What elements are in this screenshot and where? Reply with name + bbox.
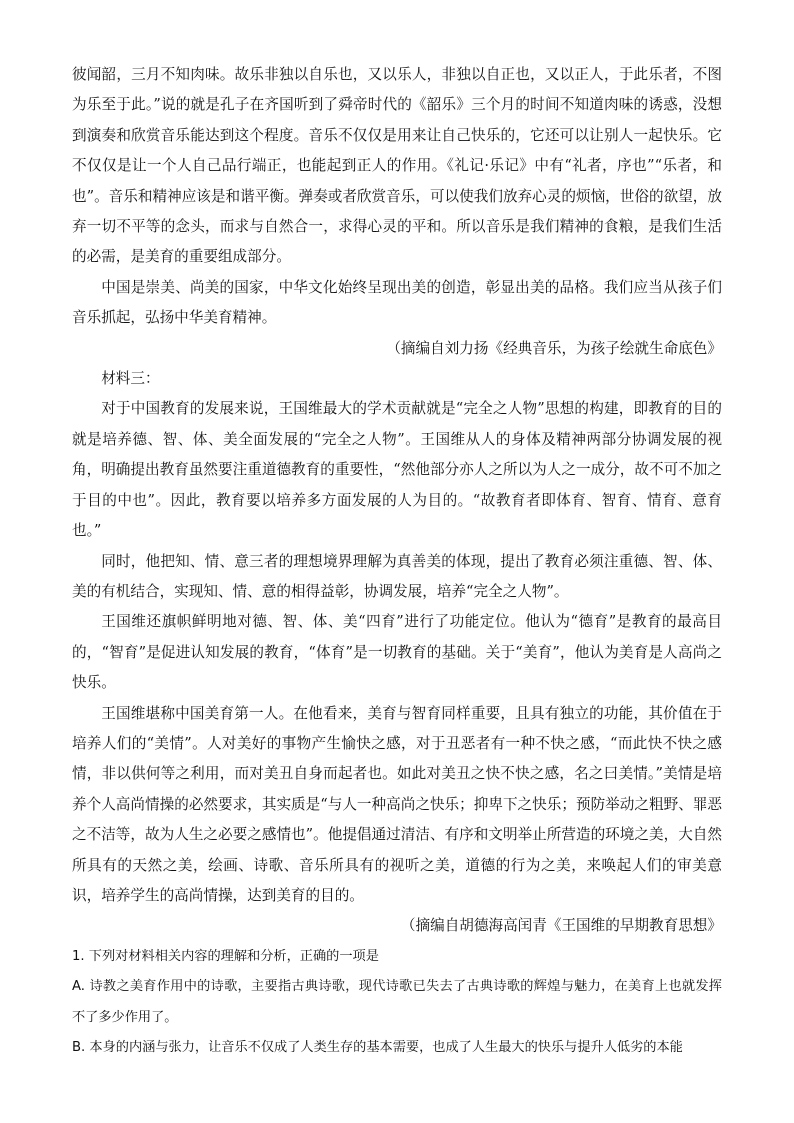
document-page: [72, 60, 722, 1063]
question-stem: 1. 下列对材料相关内容的理解和分析，正确的一项是: [72, 948, 379, 964]
question-option-b: B. 本身的内涵与张力，让音乐不仅成了人类生存的基本需要，也成了人生最大的快乐与提升人低劣的本能: [72, 1040, 683, 1055]
material3-paragraph-2: 同时，他把知、情、意三者的理想境界理解为真善美的体现，提出了教育必须注重德、智、体、美的有机结合，实现知、情、意的相得益彰，协调发展，培养“完全之人物”。: [72, 552, 722, 600]
material3-paragraph-3: 王国维还旗帜鲜明地对德、智、体、美“四育”进行了功能定位。他认为“德育”是教育的最高目的，“智育”是促进认知发展的教育，“体育”是一切教育的基础。关于“美育”，他认为美育是人高尚之快乐。: [72, 613, 722, 692]
question-option-a: A. 诗教之美育作用中的诗歌，主要指古典诗歌，现代诗歌已失去了古典诗歌的辉煌与魅力，在美育上也就发挥不了多少作用了。: [72, 979, 722, 1025]
material2-paragraph-1: 彼闻韶，三月不知肉味。故乐非独以自乐也，又以乐人，非独以自正也，又以正人，于此乐者，不图为乐至于此。”说的就是孔子在齐国听到了舜帝时代的《韶乐》三个月的时间不知道肉味的诱惑，没想到演奏和欣赏音乐能达到这个程度。音乐不仅仅是用来让自己快乐的，它还可以让别人一起快乐。它不仅仅是让一个人自己品行端正，也能起到正人的作用。《礼记·乐记》中有“礼者，序也”“乐者，和也”。音乐和精神应该是和谐平衡。弹奏或者欣赏音乐，可以使我们放弃心灵的烦恼，世俗的欲望，放弃一切不平等的念头，而求与自然合一，求得心灵的平和。所以音乐是我们精神的食粮，是我们生活的必需，是美育的重要组成部分。: [72, 66, 722, 266]
material3-heading: 材料三：: [101, 370, 160, 388]
material2-source: （摘编自刘力扬《经典音乐，为孩子绘就生命底色》: [386, 339, 722, 357]
material2-paragraph-2: 中国是崇美、尚美的国家，中华文化始终呈现出美的创造，彰显出美的品格。我们应当从孩子们音乐抓起，弘扬中华美育精神。: [72, 278, 722, 327]
material3-paragraph-4: 王国维堪称中国美育第一人。在他看来，美育与智育同样重要，且具有独立的功能，其价值在于培养人们的“美情”。人对美好的事物产生愉快之感，对于丑恶者有一种不快之感，“而此快不快之感情，非以供何等之利用，而对美丑自身而起者也。如此对美丑之快不快之感，名之曰美情。”美情是培养个人高尚情操的必然要求，其实质是“与人一种高尚之快乐；抑卑下之快乐；预防举动之粗野、罪恶之不洁等，故为人生之必要之感情也”。他提倡通过清洁、有序和文明举止所营造的环境之美，大自然所具有的天然之美，绘画、诗歌、音乐所具有的视听之美，道德的行为之美，来唤起人们的审美意识，培养学生的高尚情操，达到美育的目的。: [72, 704, 722, 904]
material3-paragraph-1: 对于中国教育的发展来说，王国维最大的学术贡献就是“完全之人物”思想的构建，即教育的目的就是培养德、智、体、美全面发展的“完全之人物”。王国维从人的身体及精神两部分协调发展的视角，明确提出教育虽然要注重道德教育的重要性，“然他部分亦人之所以为人之一成分，故不可不加之于目的中也”。因此，教育要以培养多方面发展的人为目的。“故教育者即体育、智育、情育、意育也。”: [72, 400, 722, 540]
material3-source: （摘编自胡德海高闰青《王国维的早期教育思想》: [400, 917, 722, 935]
